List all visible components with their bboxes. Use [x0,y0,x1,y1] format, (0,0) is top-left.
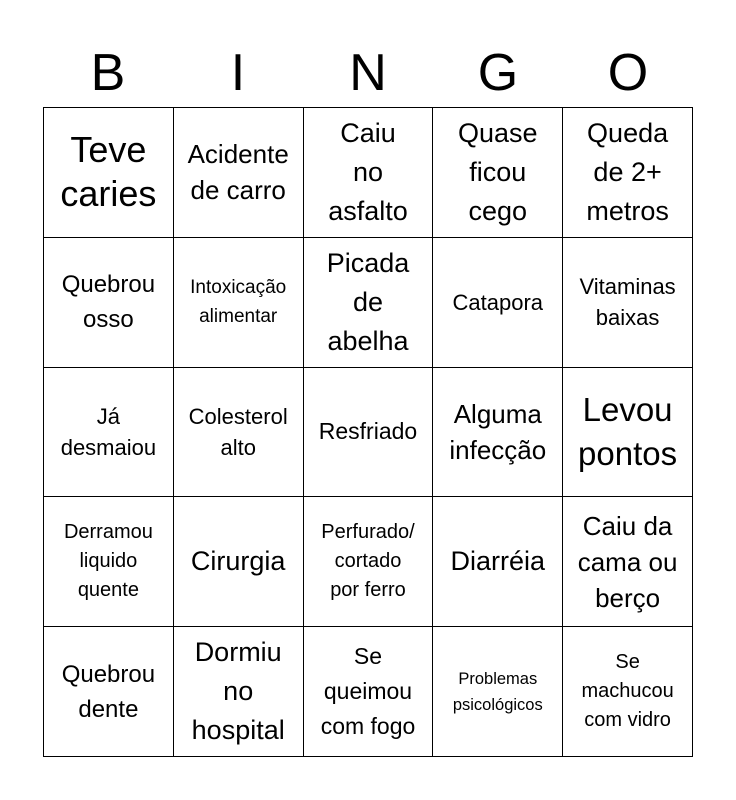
bingo-cell[interactable] [174,238,304,368]
bingo-cell-label: Se machucou com vidro [581,651,674,732]
bingo-cell-label: Quebrou osso [61,271,156,334]
bingo-cell-label: Caiu no asfalto [328,117,408,226]
bingo-cell[interactable] [563,627,693,757]
bingo-cell-label: Picada de abelha [326,247,410,356]
bingo-cell-label: Já desmaiou [60,403,157,460]
bingo-cell-label: Problemas psicológicos [452,669,543,714]
bingo-cell-label: Diarréia [450,546,546,577]
bingo-cell[interactable] [174,108,304,238]
bingo-cell[interactable] [174,497,304,627]
bingo-cell[interactable] [44,497,174,627]
bingo-cell[interactable] [304,108,434,238]
bingo-cell[interactable] [304,497,434,627]
bingo-cell-label: Quase ficou cego [458,117,538,226]
bingo-cell[interactable] [433,108,563,238]
bingo-cell-label: Teve caries [60,129,157,215]
bingo-cell[interactable] [44,108,174,238]
bingo-cell-label: Catapora [452,289,544,315]
bingo-cell-label: Caiu da cama ou berço [577,510,678,613]
header-letter-g: G [477,44,519,102]
bingo-cell[interactable] [174,368,304,498]
bingo-cell[interactable] [44,627,174,757]
bingo-cell[interactable] [304,627,434,757]
header-letter-n: N [349,44,387,102]
header-letter-o: O [607,44,649,102]
bingo-cell-label: Se queimou com fogo [320,643,416,740]
bingo-cell[interactable] [563,238,693,368]
bingo-cell[interactable] [433,238,563,368]
bingo-cell[interactable] [304,368,434,498]
header-letter-b: B [90,44,126,102]
bingo-cell[interactable] [433,497,563,627]
bingo-cell[interactable] [433,368,563,498]
bingo-cell-label: Dormiu no hospital [191,637,285,746]
bingo-grid [43,107,693,757]
bingo-cell-label: Vitaminas baixas [579,274,676,331]
bingo-cell-label: Acidente de carro [187,139,289,206]
bingo-cell-label: Queda de 2+ metros [586,117,669,226]
bingo-cell-label: Intoxicação alimentar [190,277,287,328]
bingo-cell-label: Cirurgia [190,546,286,577]
bingo-cell[interactable] [433,627,563,757]
bingo-cell-label: Resfriado [318,418,418,445]
bingo-cell-label: Perfurado/ cortado por ferro [321,521,415,602]
header-letter-i: I [230,44,246,102]
bingo-cell-label: Quebrou dente [61,660,156,723]
bingo-cell[interactable] [44,238,174,368]
bingo-cell[interactable] [563,108,693,238]
bingo-cell-label: Alguma infecção [449,398,547,465]
bingo-cell[interactable] [563,368,693,498]
bingo-cell[interactable] [44,368,174,498]
bingo-header [43,40,693,106]
bingo-cell-label: Levou pontos [578,390,678,472]
bingo-cell[interactable] [563,497,693,627]
bingo-cell-label: Colesterol alto [188,403,288,460]
bingo-cell[interactable] [174,627,304,757]
bingo-cell[interactable] [304,238,434,368]
bingo-cell-label: Derramou liquido quente [63,521,153,602]
